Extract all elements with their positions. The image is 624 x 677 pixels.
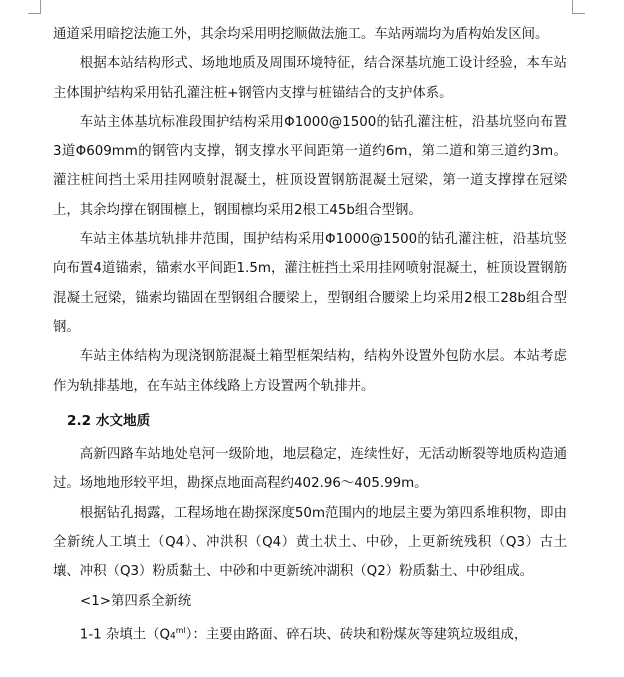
paragraph-continuation: 通道采用暗挖法施工外，其余均采用明挖顺做法施工。车站两端均为盾构始发区间。 <box>53 27 549 42</box>
item-superscript: ml <box>175 625 186 635</box>
paragraph-geology-overview: 高新四路车站地处皂河一级阶地，地层稳定，连续性好，无活动断裂等地质构造通过。场地地形较平坦，勘探点地面高程约402.96～405.99m。 <box>53 447 567 492</box>
paragraph-main-structure: 车站主体结构为现浇钢筋混凝土箱型框架结构，结构外设置外包防水层。本站考虑作为轨排基地，在车站主体线路上方设置两个轨排井。 <box>53 349 567 394</box>
crop-mark-left-vertical <box>40 0 41 14</box>
crop-mark-right-horizontal <box>572 13 585 14</box>
crop-mark-right-vertical <box>572 0 573 14</box>
item-subscript: 4 <box>170 631 176 642</box>
item-prefix: 1-1 杂填土（Q <box>79 627 171 643</box>
paragraph-standard-section: 车站主体基坑标准段围护结构采用Φ1000@1500的钻孔灌注桩，沿基坑竖向布置3道Φ609mm的钢管内支撑，钢支撑水平间距第一道约6m，第二道和第三道约3m。灌注桩间挡土采用挂网喷射混凝土，桩顶设置钢筋混凝土冠梁，第一道支撑撑在冠梁上，其余均撑在钢围檩上，钢围檩均采用2根工45b组合型钢。 <box>53 114 567 218</box>
subsection-label: <1>第四系全新统 <box>80 593 192 609</box>
paragraph-fill-soil <box>53 616 567 652</box>
paragraph-track-shaft: 车站主体基坑轨排井范围，围护结构采用Φ1000@1500的钻孔灌注桩，沿基坑竖向布置4道锚索，锚索水平间距1.5m，灌注桩挡土采用挂网喷射混凝土，桩顶设置钢筋混凝土冠梁，锚索均锚固在型钢组合腰梁上，型钢组合腰梁上均采用2根工28b组合型钢。 <box>53 232 567 335</box>
paragraph-support-system: 根据本站结构形式、场地地质及周围环境特征，结合深基坑施工设计经验，本车站主体围护结构采用钻孔灌注桩+钢管内支撑与桩锚结合的支护体系。 <box>53 56 567 101</box>
section-heading: 2.2 水文地质 <box>67 412 151 429</box>
item-text: ）：主要由路面、碎石块、砖块和粉煤灰等建筑垃圾组成， <box>185 627 528 643</box>
crop-mark-left-horizontal <box>28 13 41 14</box>
paragraph-strata: 根据钻孔揭露，工程场地在勘探深度50m范围内的地层主要为第四系堆积物，即由全新统人工填土（Q4）、冲洪积（Q4）黄土状土、中砂，上更新统残积（Q3）古土壤、冲积（Q3）粉质黏土、中砂和中更新统冲湖积（Q2）粉质黏土、中砂组成。 <box>53 505 567 580</box>
document-body <box>53 20 567 652</box>
